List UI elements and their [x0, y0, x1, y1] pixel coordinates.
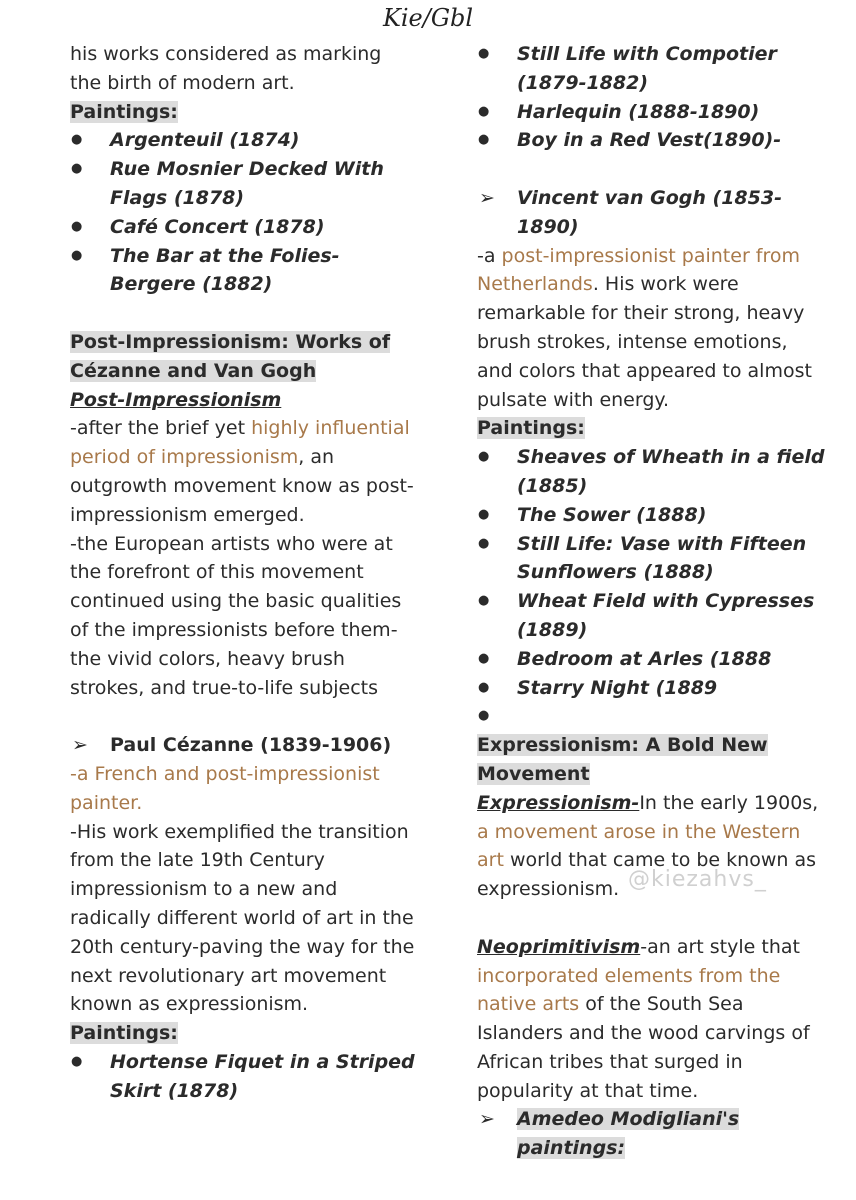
list-item: ● Sheaves of Wheath in a field (1885) [477, 443, 829, 501]
vangogh-paintings-list [477, 443, 829, 731]
list-item: ● Rue Mosnier Decked With Flags (1878) [70, 155, 415, 213]
cezanne-paragraph: -His work exemplified the transition from the late 19th Century impressionism to a new and radically different world of art in the 20th century-paving the way for the next revolutionary art movement known as expressionism. [70, 820, 415, 1016]
subheading: Post-Impressionism [70, 388, 282, 411]
list-item: ● Still Life with Compotier (1879-1882) [477, 40, 829, 98]
vangogh-heading: ➢ Vincent van Gogh (1853-1890) [477, 184, 829, 242]
expressionism-title-line2: Movement [477, 762, 590, 785]
list-item: ● Boy in a Red Vest(1890)- [477, 126, 829, 155]
list-item: ● Argenteuil (1874) [70, 126, 415, 155]
expressionism-paragraph: Expressionism-In the early 1900s, a movement arose in the Western art world that came to be known as expressionism. [477, 791, 819, 901]
list-item: ● Bedroom at Arles (1888 [477, 645, 829, 674]
list-item: ● Still Life: Vase with Fifteen Sunflowers (1888) [477, 530, 829, 588]
paintings-label: Paintings: [70, 1022, 178, 1045]
arrow-bullet-icon: ➢ [479, 186, 495, 209]
artists-paragraph: -the European artists who were at the forefront of this movement continued using the basic qualities of the impressionists before them-the vivid colors, heavy brush strokes, and true-to-life subjects [70, 532, 402, 699]
cezanne-heading: ➢ Paul Cézanne (1839-1906) [70, 731, 415, 760]
expressionism-title-line1: Expressionism: A Bold New [477, 734, 768, 757]
list-item: ● Wheat Field with Cypresses (1889) [477, 587, 829, 645]
section-title-line2: Cézanne and Van Gogh [70, 359, 317, 382]
cezanne-paintings-list-continued [477, 40, 829, 155]
paintings-label: Paintings: [70, 100, 178, 123]
vangogh-description: -a post-impressionist painter from Netherlands. His work were remarkable for their strong, heavy brush strokes, intense emotions, and colors that appeared to almost pulsate with energy. [477, 244, 812, 411]
list-item: ● The Bar at the Folies-Bergere (1882) [70, 242, 415, 300]
watermark: @kiezahvs_ [628, 867, 767, 892]
list-item: ● Hortense Fiquet in a Striped Skirt (1878) [70, 1048, 415, 1106]
paintings-label: Paintings: [477, 417, 585, 440]
cezanne-paintings-list [70, 1048, 415, 1106]
list-item [477, 702, 829, 731]
neoprimitivism-paragraph: Neoprimitivism-an art style that incorporated elements from the native arts of the South Sea Islanders and the wood carvings of African tribes that surged in popularity at that time. [477, 935, 810, 1102]
page-header: Kie/Gbl [382, 4, 474, 32]
intro-text-line2: the birth of modern art. [70, 71, 295, 94]
list-item: ● Harlequin (1888-1890) [477, 98, 829, 127]
arrow-bullet-icon: ➢ [479, 1108, 495, 1131]
modigliani-heading: ➢ Amedeo Modigliani's paintings: [477, 1105, 829, 1163]
left-column [70, 40, 415, 1105]
cezanne-description: -a French and post-impressionist painter. [70, 762, 380, 814]
list-item: ● Starry Night (1889 [477, 674, 829, 703]
intro-text-line1: his works considered as marking [70, 43, 382, 65]
list-item: ● The Sower (1888) [477, 501, 829, 530]
right-column [477, 40, 829, 1163]
manet-paintings-list [70, 126, 415, 299]
post-impressionism-paragraph: -after the brief yet highly influential period of impressionism, an outgrowth movement know as post-impressionism emerged. [70, 417, 414, 526]
section-title-line1: Post-Impressionism: Works of [70, 330, 391, 353]
arrow-bullet-icon: ➢ [72, 734, 88, 757]
list-item: ● Café Concert (1878) [70, 213, 415, 242]
